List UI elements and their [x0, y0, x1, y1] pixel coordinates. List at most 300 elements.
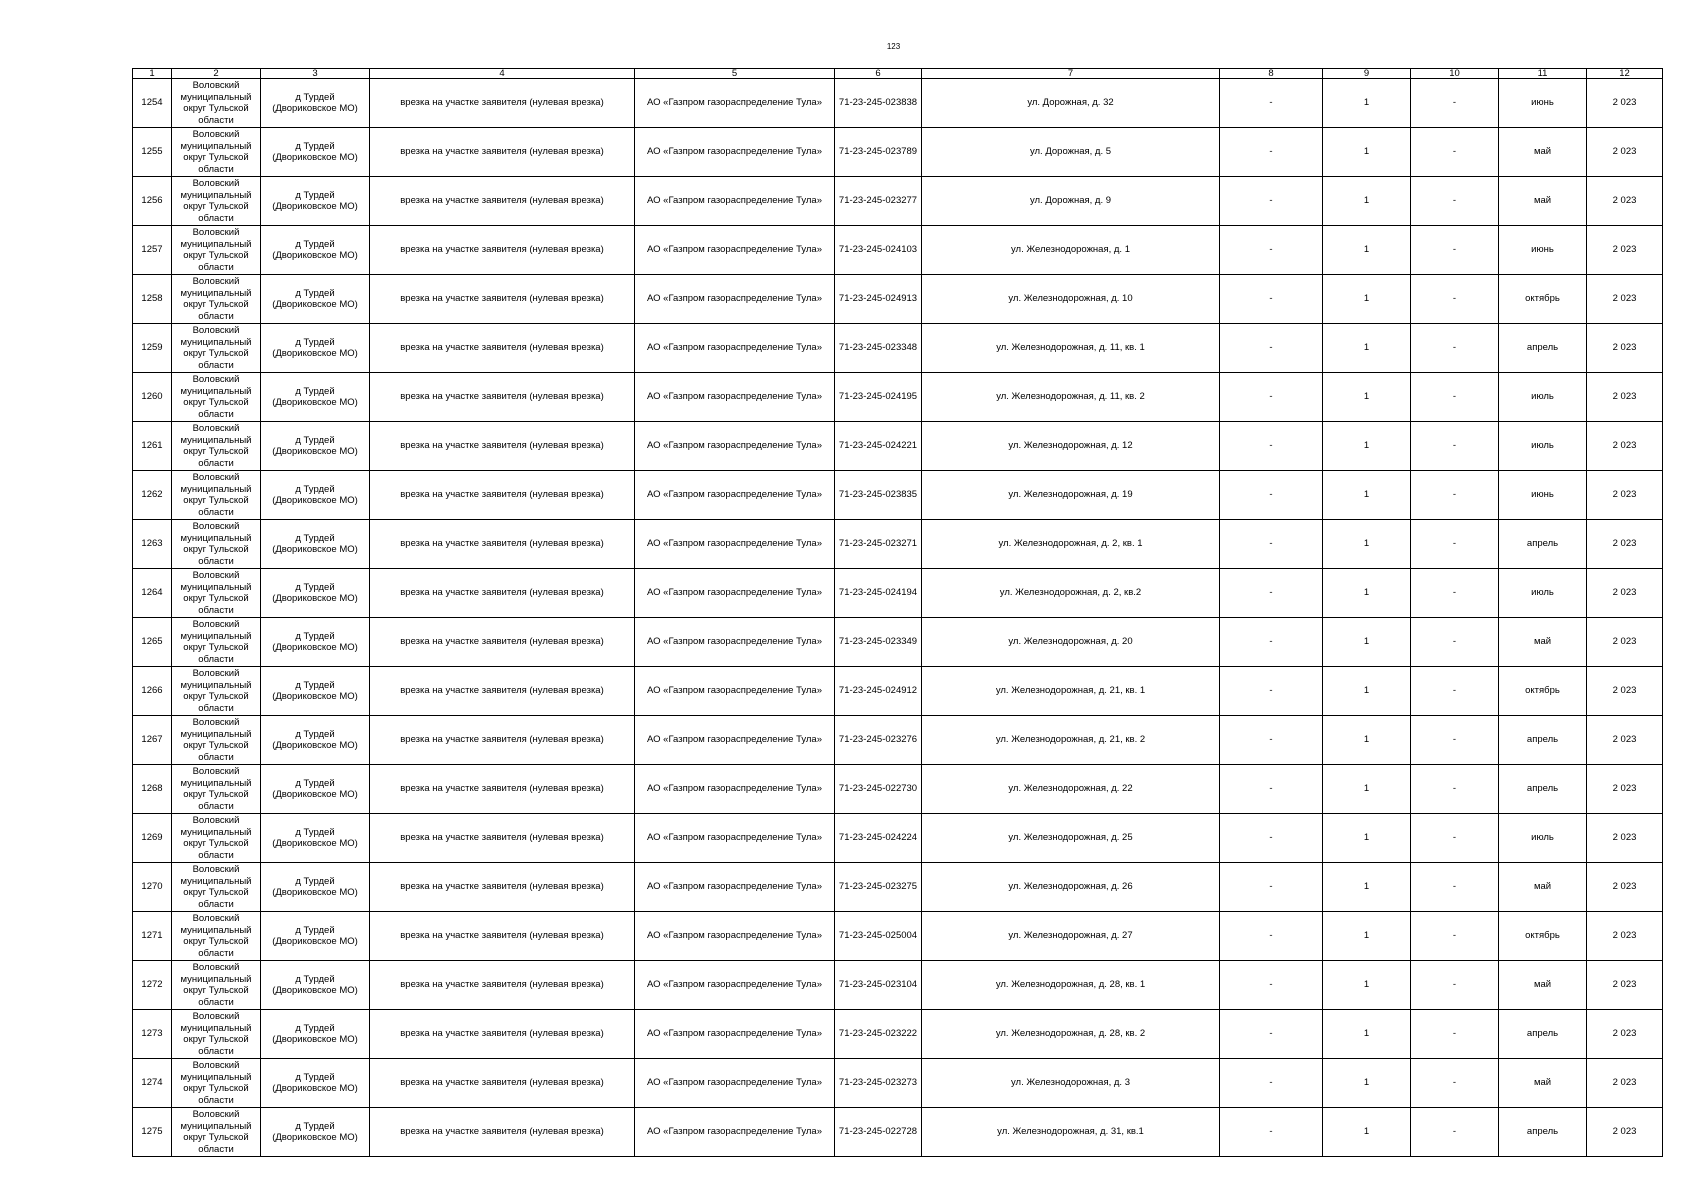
- work-type-cell: врезка на участке заявителя (нулевая врезка): [370, 1059, 635, 1108]
- work-type-cell: врезка на участке заявителя (нулевая врезка): [370, 79, 635, 128]
- column-9-cell: 1: [1323, 961, 1411, 1010]
- table-row: [133, 422, 1663, 471]
- row-number-cell: 1262: [133, 471, 172, 520]
- village-cell: д Турдей (Двориковское МО): [261, 667, 370, 716]
- work-type-cell: врезка на участке заявителя (нулевая врезка): [370, 275, 635, 324]
- table-row: [133, 177, 1663, 226]
- year-cell: 2 023: [1587, 618, 1663, 667]
- column-8-cell: -: [1220, 226, 1323, 275]
- application-code-cell: 71-23-245-023271: [835, 520, 922, 569]
- address-cell: ул. Дорожная, д. 32: [922, 79, 1220, 128]
- organization-cell: АО «Газпром газораспределение Тула»: [635, 226, 835, 275]
- column-8-cell: -: [1220, 1059, 1323, 1108]
- column-10-cell: -: [1411, 520, 1499, 569]
- year-cell: 2 023: [1587, 128, 1663, 177]
- column-10-cell: -: [1411, 471, 1499, 520]
- address-cell: ул. Дорожная, д. 9: [922, 177, 1220, 226]
- organization-cell: АО «Газпром газораспределение Тула»: [635, 1108, 835, 1157]
- row-number-cell: 1270: [133, 863, 172, 912]
- column-header: 11: [1499, 69, 1587, 79]
- month-cell: апрель: [1499, 324, 1587, 373]
- village-cell: д Турдей (Двориковское МО): [261, 520, 370, 569]
- column-9-cell: 1: [1323, 373, 1411, 422]
- organization-cell: АО «Газпром газораспределение Тула»: [635, 863, 835, 912]
- month-cell: май: [1499, 961, 1587, 1010]
- district-cell: Воловский муниципальный округ Тульской области: [172, 177, 261, 226]
- work-type-cell: врезка на участке заявителя (нулевая врезка): [370, 520, 635, 569]
- month-cell: июль: [1499, 422, 1587, 471]
- village-cell: д Турдей (Двориковское МО): [261, 275, 370, 324]
- village-cell: д Турдей (Двориковское МО): [261, 716, 370, 765]
- column-header: 9: [1323, 69, 1411, 79]
- row-number-cell: 1273: [133, 1010, 172, 1059]
- village-cell: д Турдей (Двориковское МО): [261, 814, 370, 863]
- table-row: [133, 79, 1663, 128]
- application-code-cell: 71-23-245-022730: [835, 765, 922, 814]
- year-cell: 2 023: [1587, 814, 1663, 863]
- application-code-cell: 71-23-245-023349: [835, 618, 922, 667]
- row-number-cell: 1257: [133, 226, 172, 275]
- application-code-cell: 71-23-245-024224: [835, 814, 922, 863]
- application-code-cell: 71-23-245-023277: [835, 177, 922, 226]
- column-10-cell: -: [1411, 128, 1499, 177]
- column-9-cell: 1: [1323, 569, 1411, 618]
- column-10-cell: -: [1411, 961, 1499, 1010]
- month-cell: июль: [1499, 814, 1587, 863]
- month-cell: май: [1499, 1059, 1587, 1108]
- column-10-cell: -: [1411, 373, 1499, 422]
- column-8-cell: -: [1220, 765, 1323, 814]
- column-10-cell: -: [1411, 275, 1499, 324]
- month-cell: май: [1499, 177, 1587, 226]
- year-cell: 2 023: [1587, 177, 1663, 226]
- column-9-cell: 1: [1323, 422, 1411, 471]
- application-code-cell: 71-23-245-023104: [835, 961, 922, 1010]
- work-type-cell: врезка на участке заявителя (нулевая врезка): [370, 128, 635, 177]
- year-cell: 2 023: [1587, 569, 1663, 618]
- organization-cell: АО «Газпром газораспределение Тула»: [635, 520, 835, 569]
- work-type-cell: врезка на участке заявителя (нулевая врезка): [370, 863, 635, 912]
- column-number-header: [133, 69, 1663, 79]
- application-code-cell: 71-23-245-022728: [835, 1108, 922, 1157]
- organization-cell: АО «Газпром газораспределение Тула»: [635, 373, 835, 422]
- application-code-cell: 71-23-245-024221: [835, 422, 922, 471]
- application-code-cell: 71-23-245-023838: [835, 79, 922, 128]
- table-row: [133, 1108, 1663, 1157]
- column-8-cell: -: [1220, 1010, 1323, 1059]
- table-row: [133, 618, 1663, 667]
- village-cell: д Турдей (Двориковское МО): [261, 618, 370, 667]
- table-row: [133, 275, 1663, 324]
- address-cell: ул. Железнодорожная, д. 20: [922, 618, 1220, 667]
- district-cell: Воловский муниципальный округ Тульской области: [172, 324, 261, 373]
- column-8-cell: -: [1220, 961, 1323, 1010]
- year-cell: 2 023: [1587, 716, 1663, 765]
- organization-cell: АО «Газпром газораспределение Тула»: [635, 79, 835, 128]
- table-row: [133, 667, 1663, 716]
- month-cell: апрель: [1499, 520, 1587, 569]
- address-cell: ул. Железнодорожная, д. 10: [922, 275, 1220, 324]
- year-cell: 2 023: [1587, 1010, 1663, 1059]
- table-row: [133, 765, 1663, 814]
- address-cell: ул. Железнодорожная, д. 25: [922, 814, 1220, 863]
- address-cell: ул. Железнодорожная, д. 22: [922, 765, 1220, 814]
- address-cell: ул. Железнодорожная, д. 26: [922, 863, 1220, 912]
- column-10-cell: -: [1411, 912, 1499, 961]
- organization-cell: АО «Газпром газораспределение Тула»: [635, 177, 835, 226]
- address-cell: ул. Железнодорожная, д. 12: [922, 422, 1220, 471]
- column-9-cell: 1: [1323, 1010, 1411, 1059]
- district-cell: Воловский муниципальный округ Тульской области: [172, 79, 261, 128]
- district-cell: Воловский муниципальный округ Тульской области: [172, 128, 261, 177]
- month-cell: октябрь: [1499, 275, 1587, 324]
- column-10-cell: -: [1411, 79, 1499, 128]
- column-9-cell: 1: [1323, 128, 1411, 177]
- district-cell: Воловский муниципальный округ Тульской области: [172, 912, 261, 961]
- column-9-cell: 1: [1323, 863, 1411, 912]
- table-row: [133, 471, 1663, 520]
- column-8-cell: -: [1220, 324, 1323, 373]
- village-cell: д Турдей (Двориковское МО): [261, 912, 370, 961]
- column-8-cell: -: [1220, 863, 1323, 912]
- year-cell: 2 023: [1587, 765, 1663, 814]
- village-cell: д Турдей (Двориковское МО): [261, 1108, 370, 1157]
- column-8-cell: -: [1220, 569, 1323, 618]
- column-8-cell: -: [1220, 373, 1323, 422]
- column-9-cell: 1: [1323, 471, 1411, 520]
- table-row: [133, 128, 1663, 177]
- column-header: 7: [922, 69, 1220, 79]
- column-8-cell: -: [1220, 422, 1323, 471]
- column-9-cell: 1: [1323, 1059, 1411, 1108]
- row-number-cell: 1265: [133, 618, 172, 667]
- table-row: [133, 814, 1663, 863]
- year-cell: 2 023: [1587, 863, 1663, 912]
- row-number-cell: 1254: [133, 79, 172, 128]
- application-code-cell: 71-23-245-023276: [835, 716, 922, 765]
- work-type-cell: врезка на участке заявителя (нулевая врезка): [370, 373, 635, 422]
- application-code-cell: 71-23-245-023835: [835, 471, 922, 520]
- village-cell: д Турдей (Двориковское МО): [261, 863, 370, 912]
- application-code-cell: 71-23-245-023222: [835, 1010, 922, 1059]
- table-body: [133, 69, 1663, 1157]
- column-10-cell: -: [1411, 422, 1499, 471]
- column-10-cell: -: [1411, 765, 1499, 814]
- column-9-cell: 1: [1323, 275, 1411, 324]
- month-cell: апрель: [1499, 1108, 1587, 1157]
- column-10-cell: -: [1411, 226, 1499, 275]
- row-number-cell: 1271: [133, 912, 172, 961]
- column-header: 12: [1587, 69, 1663, 79]
- organization-cell: АО «Газпром газораспределение Тула»: [635, 569, 835, 618]
- column-9-cell: 1: [1323, 1108, 1411, 1157]
- work-type-cell: врезка на участке заявителя (нулевая врезка): [370, 226, 635, 275]
- district-cell: Воловский муниципальный округ Тульской области: [172, 716, 261, 765]
- column-8-cell: -: [1220, 912, 1323, 961]
- work-type-cell: врезка на участке заявителя (нулевая врезка): [370, 324, 635, 373]
- year-cell: 2 023: [1587, 667, 1663, 716]
- organization-cell: АО «Газпром газораспределение Тула»: [635, 667, 835, 716]
- year-cell: 2 023: [1587, 422, 1663, 471]
- table-row: [133, 1010, 1663, 1059]
- organization-cell: АО «Газпром газораспределение Тула»: [635, 275, 835, 324]
- row-number-cell: 1256: [133, 177, 172, 226]
- district-cell: Воловский муниципальный округ Тульской области: [172, 1108, 261, 1157]
- application-code-cell: 71-23-245-023348: [835, 324, 922, 373]
- address-cell: ул. Железнодорожная, д. 21, кв. 2: [922, 716, 1220, 765]
- year-cell: 2 023: [1587, 79, 1663, 128]
- table-row: [133, 912, 1663, 961]
- village-cell: д Турдей (Двориковское МО): [261, 324, 370, 373]
- column-header: 3: [261, 69, 370, 79]
- column-header: 5: [635, 69, 835, 79]
- village-cell: д Турдей (Двориковское МО): [261, 177, 370, 226]
- column-8-cell: -: [1220, 814, 1323, 863]
- district-cell: Воловский муниципальный округ Тульской области: [172, 667, 261, 716]
- column-8-cell: -: [1220, 177, 1323, 226]
- organization-cell: АО «Газпром газораспределение Тула»: [635, 765, 835, 814]
- village-cell: д Турдей (Двориковское МО): [261, 373, 370, 422]
- page-number: 123: [886, 42, 901, 51]
- year-cell: 2 023: [1587, 373, 1663, 422]
- column-8-cell: -: [1220, 275, 1323, 324]
- address-cell: ул. Железнодорожная, д. 31, кв.1: [922, 1108, 1220, 1157]
- application-code-cell: 71-23-245-023275: [835, 863, 922, 912]
- column-10-cell: -: [1411, 177, 1499, 226]
- column-header: 6: [835, 69, 922, 79]
- column-8-cell: -: [1220, 471, 1323, 520]
- work-type-cell: врезка на участке заявителя (нулевая врезка): [370, 716, 635, 765]
- village-cell: д Турдей (Двориковское МО): [261, 1059, 370, 1108]
- column-8-cell: -: [1220, 79, 1323, 128]
- village-cell: д Турдей (Двориковское МО): [261, 1010, 370, 1059]
- row-number-cell: 1263: [133, 520, 172, 569]
- organization-cell: АО «Газпром газораспределение Тула»: [635, 324, 835, 373]
- column-header: 4: [370, 69, 635, 79]
- district-cell: Воловский муниципальный округ Тульской области: [172, 814, 261, 863]
- column-8-cell: -: [1220, 618, 1323, 667]
- work-type-cell: врезка на участке заявителя (нулевая врезка): [370, 1108, 635, 1157]
- registry-table: [132, 68, 1663, 1157]
- address-cell: ул. Железнодорожная, д. 28, кв. 2: [922, 1010, 1220, 1059]
- column-10-cell: -: [1411, 814, 1499, 863]
- column-10-cell: -: [1411, 1108, 1499, 1157]
- address-cell: ул. Железнодорожная, д. 28, кв. 1: [922, 961, 1220, 1010]
- table-row: [133, 324, 1663, 373]
- table-row: [133, 961, 1663, 1010]
- column-header: 8: [1220, 69, 1323, 79]
- month-cell: июль: [1499, 569, 1587, 618]
- village-cell: д Турдей (Двориковское МО): [261, 569, 370, 618]
- column-9-cell: 1: [1323, 226, 1411, 275]
- month-cell: апрель: [1499, 1010, 1587, 1059]
- month-cell: апрель: [1499, 765, 1587, 814]
- application-code-cell: 71-23-245-024195: [835, 373, 922, 422]
- column-8-cell: -: [1220, 667, 1323, 716]
- table-row: [133, 373, 1663, 422]
- column-9-cell: 1: [1323, 765, 1411, 814]
- address-cell: ул. Железнодорожная, д. 2, кв.2: [922, 569, 1220, 618]
- organization-cell: АО «Газпром газораспределение Тула»: [635, 1010, 835, 1059]
- address-cell: ул. Железнодорожная, д. 27: [922, 912, 1220, 961]
- district-cell: Воловский муниципальный округ Тульской области: [172, 422, 261, 471]
- month-cell: июнь: [1499, 471, 1587, 520]
- row-number-cell: 1269: [133, 814, 172, 863]
- application-code-cell: 71-23-245-024913: [835, 275, 922, 324]
- column-header: 1: [133, 69, 172, 79]
- year-cell: 2 023: [1587, 1059, 1663, 1108]
- work-type-cell: врезка на участке заявителя (нулевая врезка): [370, 765, 635, 814]
- table-row: [133, 716, 1663, 765]
- application-code-cell: 71-23-245-024103: [835, 226, 922, 275]
- address-cell: ул. Дорожная, д. 5: [922, 128, 1220, 177]
- month-cell: июнь: [1499, 226, 1587, 275]
- village-cell: д Турдей (Двориковское МО): [261, 765, 370, 814]
- work-type-cell: врезка на участке заявителя (нулевая врезка): [370, 177, 635, 226]
- column-10-cell: -: [1411, 863, 1499, 912]
- column-8-cell: -: [1220, 716, 1323, 765]
- organization-cell: АО «Газпром газораспределение Тула»: [635, 618, 835, 667]
- column-8-cell: -: [1220, 128, 1323, 177]
- row-number-cell: 1266: [133, 667, 172, 716]
- address-cell: ул. Железнодорожная, д. 3: [922, 1059, 1220, 1108]
- district-cell: Воловский муниципальный округ Тульской области: [172, 275, 261, 324]
- organization-cell: АО «Газпром газораспределение Тула»: [635, 814, 835, 863]
- work-type-cell: врезка на участке заявителя (нулевая врезка): [370, 422, 635, 471]
- column-9-cell: 1: [1323, 814, 1411, 863]
- month-cell: июль: [1499, 373, 1587, 422]
- work-type-cell: врезка на участке заявителя (нулевая врезка): [370, 814, 635, 863]
- row-number-cell: 1260: [133, 373, 172, 422]
- address-cell: ул. Железнодорожная, д. 2, кв. 1: [922, 520, 1220, 569]
- row-number-cell: 1272: [133, 961, 172, 1010]
- village-cell: д Турдей (Двориковское МО): [261, 422, 370, 471]
- address-cell: ул. Железнодорожная, д. 11, кв. 1: [922, 324, 1220, 373]
- district-cell: Воловский муниципальный округ Тульской области: [172, 618, 261, 667]
- year-cell: 2 023: [1587, 324, 1663, 373]
- village-cell: д Турдей (Двориковское МО): [261, 226, 370, 275]
- village-cell: д Турдей (Двориковское МО): [261, 128, 370, 177]
- application-code-cell: 71-23-245-024912: [835, 667, 922, 716]
- row-number-cell: 1259: [133, 324, 172, 373]
- row-number-cell: 1275: [133, 1108, 172, 1157]
- year-cell: 2 023: [1587, 275, 1663, 324]
- address-cell: ул. Железнодорожная, д. 21, кв. 1: [922, 667, 1220, 716]
- column-10-cell: -: [1411, 1010, 1499, 1059]
- row-number-cell: 1258: [133, 275, 172, 324]
- month-cell: май: [1499, 618, 1587, 667]
- village-cell: д Турдей (Двориковское МО): [261, 79, 370, 128]
- row-number-cell: 1255: [133, 128, 172, 177]
- column-9-cell: 1: [1323, 716, 1411, 765]
- column-10-cell: -: [1411, 1059, 1499, 1108]
- organization-cell: АО «Газпром газораспределение Тула»: [635, 471, 835, 520]
- district-cell: Воловский муниципальный округ Тульской области: [172, 1059, 261, 1108]
- row-number-cell: 1267: [133, 716, 172, 765]
- table-row: [133, 863, 1663, 912]
- district-cell: Воловский муниципальный округ Тульской области: [172, 1010, 261, 1059]
- work-type-cell: врезка на участке заявителя (нулевая врезка): [370, 471, 635, 520]
- application-code-cell: 71-23-245-023789: [835, 128, 922, 177]
- year-cell: 2 023: [1587, 912, 1663, 961]
- organization-cell: АО «Газпром газораспределение Тула»: [635, 422, 835, 471]
- column-9-cell: 1: [1323, 177, 1411, 226]
- column-header: 2: [172, 69, 261, 79]
- address-cell: ул. Железнодорожная, д. 11, кв. 2: [922, 373, 1220, 422]
- row-number-cell: 1268: [133, 765, 172, 814]
- year-cell: 2 023: [1587, 226, 1663, 275]
- column-header: 10: [1411, 69, 1499, 79]
- year-cell: 2 023: [1587, 961, 1663, 1010]
- column-10-cell: -: [1411, 618, 1499, 667]
- column-9-cell: 1: [1323, 912, 1411, 961]
- village-cell: д Турдей (Двориковское МО): [261, 961, 370, 1010]
- district-cell: Воловский муниципальный округ Тульской области: [172, 765, 261, 814]
- month-cell: май: [1499, 128, 1587, 177]
- address-cell: ул. Железнодорожная, д. 19: [922, 471, 1220, 520]
- district-cell: Воловский муниципальный округ Тульской области: [172, 569, 261, 618]
- application-code-cell: 71-23-245-023273: [835, 1059, 922, 1108]
- district-cell: Воловский муниципальный округ Тульской области: [172, 863, 261, 912]
- column-10-cell: -: [1411, 716, 1499, 765]
- work-type-cell: врезка на участке заявителя (нулевая врезка): [370, 667, 635, 716]
- month-cell: май: [1499, 863, 1587, 912]
- month-cell: апрель: [1499, 716, 1587, 765]
- work-type-cell: врезка на участке заявителя (нулевая врезка): [370, 912, 635, 961]
- column-9-cell: 1: [1323, 324, 1411, 373]
- column-9-cell: 1: [1323, 520, 1411, 569]
- month-cell: июнь: [1499, 79, 1587, 128]
- address-cell: ул. Железнодорожная, д. 1: [922, 226, 1220, 275]
- row-number-cell: 1274: [133, 1059, 172, 1108]
- district-cell: Воловский муниципальный округ Тульской области: [172, 471, 261, 520]
- column-10-cell: -: [1411, 324, 1499, 373]
- month-cell: октябрь: [1499, 912, 1587, 961]
- organization-cell: АО «Газпром газораспределение Тула»: [635, 961, 835, 1010]
- year-cell: 2 023: [1587, 520, 1663, 569]
- work-type-cell: врезка на участке заявителя (нулевая врезка): [370, 618, 635, 667]
- table-row: [133, 226, 1663, 275]
- year-cell: 2 023: [1587, 471, 1663, 520]
- district-cell: Воловский муниципальный округ Тульской области: [172, 520, 261, 569]
- village-cell: д Турдей (Двориковское МО): [261, 471, 370, 520]
- table-row: [133, 520, 1663, 569]
- column-9-cell: 1: [1323, 667, 1411, 716]
- column-8-cell: -: [1220, 1108, 1323, 1157]
- organization-cell: АО «Газпром газораспределение Тула»: [635, 1059, 835, 1108]
- district-cell: Воловский муниципальный округ Тульской области: [172, 226, 261, 275]
- row-number-cell: 1264: [133, 569, 172, 618]
- district-cell: Воловский муниципальный округ Тульской области: [172, 373, 261, 422]
- application-code-cell: 71-23-245-025004: [835, 912, 922, 961]
- application-code-cell: 71-23-245-024194: [835, 569, 922, 618]
- column-10-cell: -: [1411, 569, 1499, 618]
- organization-cell: АО «Газпром газораспределение Тула»: [635, 716, 835, 765]
- row-number-cell: 1261: [133, 422, 172, 471]
- column-10-cell: -: [1411, 667, 1499, 716]
- column-9-cell: 1: [1323, 79, 1411, 128]
- organization-cell: АО «Газпром газораспределение Тула»: [635, 912, 835, 961]
- column-9-cell: 1: [1323, 618, 1411, 667]
- year-cell: 2 023: [1587, 1108, 1663, 1157]
- district-cell: Воловский муниципальный округ Тульской области: [172, 961, 261, 1010]
- table-row: [133, 569, 1663, 618]
- table-row: [133, 1059, 1663, 1108]
- month-cell: октябрь: [1499, 667, 1587, 716]
- work-type-cell: врезка на участке заявителя (нулевая врезка): [370, 961, 635, 1010]
- work-type-cell: врезка на участке заявителя (нулевая врезка): [370, 569, 635, 618]
- work-type-cell: врезка на участке заявителя (нулевая врезка): [370, 1010, 635, 1059]
